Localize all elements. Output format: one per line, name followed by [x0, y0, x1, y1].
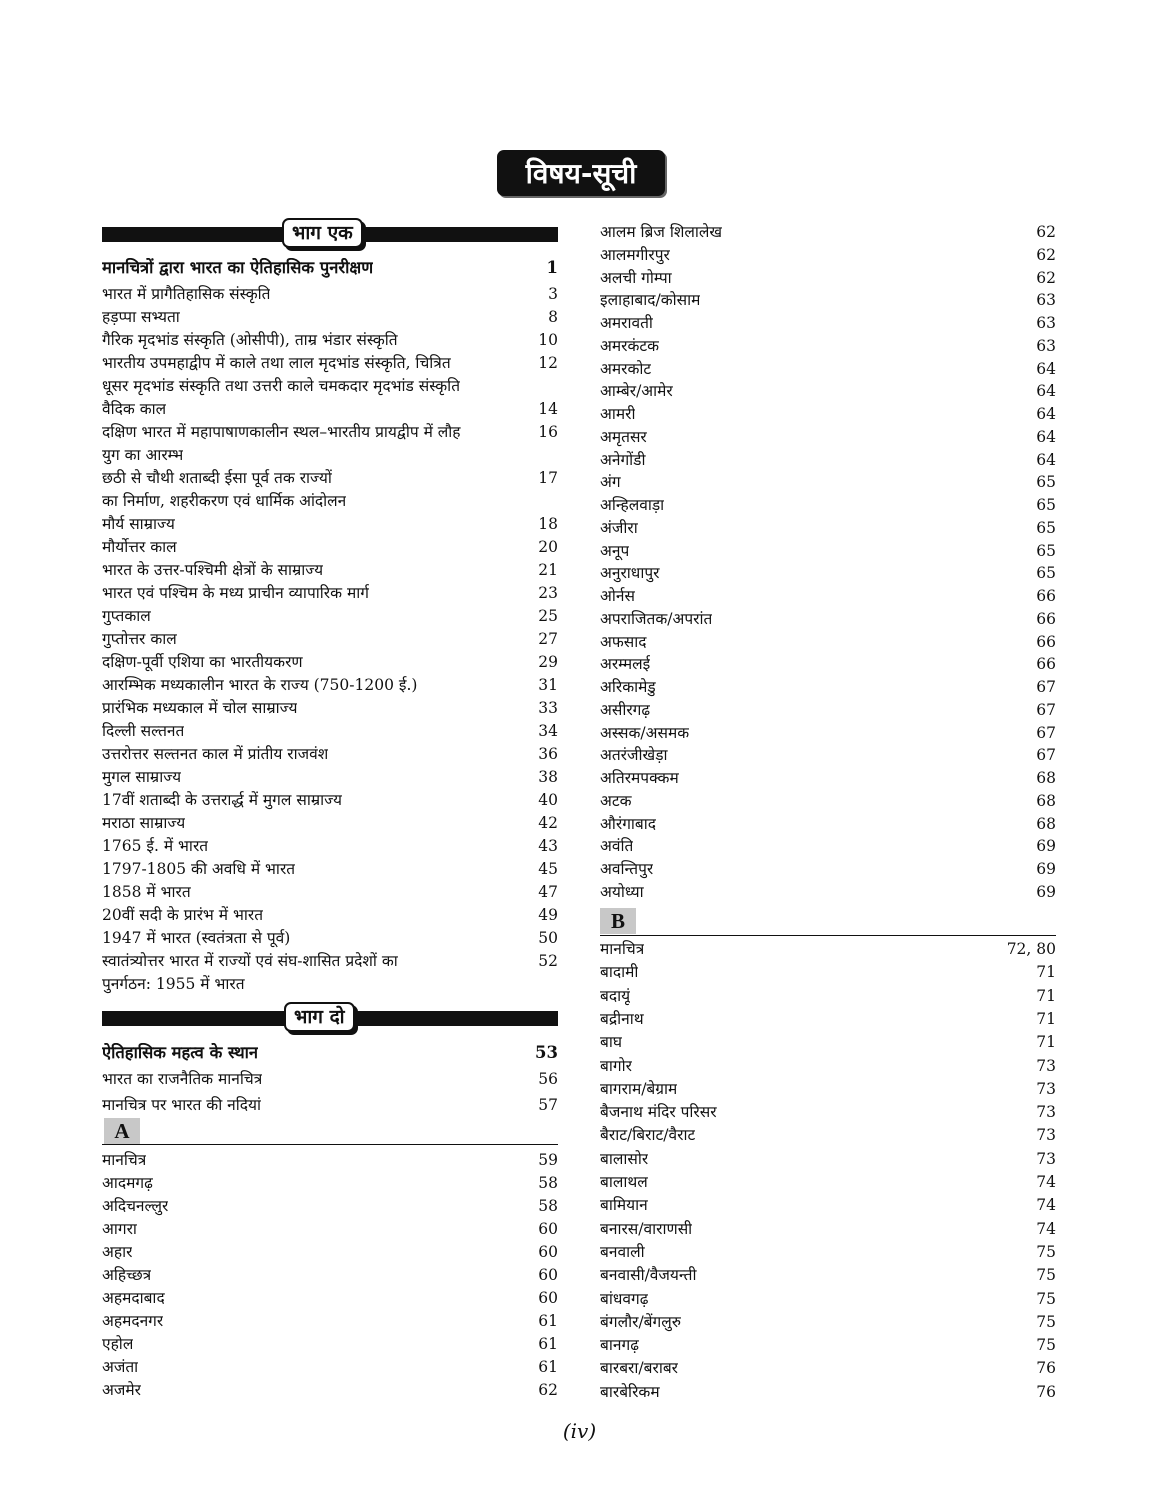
entry-title: बैराट/बिराट/वैराट [600, 1126, 696, 1145]
toc-entry [600, 882, 1056, 902]
entry-title: अवन्तिपुर [600, 860, 654, 878]
toc-entry [600, 541, 1056, 561]
entry-title: गुप्तोत्तर काल [102, 630, 177, 648]
section-b-letter: B [600, 908, 636, 934]
toc-entry [102, 1265, 558, 1285]
entry-page: 57 [538, 1096, 558, 1114]
entry-title: बाघ [600, 1033, 623, 1052]
entry-title: आदमगढ़ [102, 1174, 153, 1192]
toc-entry [102, 284, 558, 304]
entry-page: 38 [538, 768, 558, 786]
toc-entry [600, 563, 1056, 583]
toc-entry [600, 336, 1056, 356]
toc-entry [600, 1032, 1056, 1052]
entry-page: 62 [1036, 223, 1056, 241]
section-a-letter: A [104, 1118, 140, 1144]
entry-title: मानचित्रों द्वारा भारत का ऐतिहासिक पुनरीक्षण [102, 258, 374, 277]
entry-page: 69 [1036, 860, 1056, 878]
section-heading [102, 258, 558, 278]
entry-page: 65 [1036, 496, 1056, 514]
entry-title: आलमगीरपुर [600, 245, 670, 264]
toc-entry [102, 859, 558, 879]
toc-entry [102, 1095, 558, 1115]
entry-title: अलची गोम्पा [600, 268, 672, 287]
toc-entry [600, 427, 1056, 447]
toc-entry [600, 1242, 1056, 1262]
entry-page: 60 [538, 1266, 558, 1284]
entry-title: भारतीय उपमहाद्वीप में काले तथा लाल मृदभांड संस्कृति, चित्रित [102, 354, 451, 372]
entry-page: 76 [1036, 1382, 1056, 1401]
entry-title: 1797-1805 की अवधि में भारत [102, 860, 296, 878]
entry-page: 73 [1036, 1149, 1056, 1168]
entry-title: बांधवगढ़ [600, 1289, 649, 1308]
entry-page: 12 [538, 354, 558, 372]
entry-page: 50 [538, 929, 558, 947]
toc-entry [102, 1069, 558, 1089]
toc-entry [600, 791, 1056, 811]
entry-page: 31 [538, 676, 558, 694]
entry-page: 65 [1036, 473, 1056, 492]
entry-page: 65 [1036, 541, 1056, 560]
entry-title: अमृतसर [600, 427, 647, 446]
toc-entry [600, 1125, 1056, 1145]
entry-title: दिल्ली सल्तनत [102, 722, 185, 740]
entry-page: 64 [1036, 382, 1056, 401]
toc-entry [600, 836, 1056, 856]
entry-title: मानचित्र [102, 1151, 147, 1169]
entry-title: बामियान [600, 1196, 648, 1215]
toc-entry [600, 1149, 1056, 1169]
toc-entry [102, 744, 558, 764]
entry-title: बालाथल [600, 1173, 648, 1191]
entry-title: अंजीरा [600, 518, 638, 537]
entry-page: 67 [1036, 678, 1056, 696]
toc-entry [102, 468, 558, 488]
entry-page: 71 [1036, 1009, 1056, 1028]
entry-page: 53 [535, 1043, 558, 1062]
entry-title: आमरी [600, 405, 636, 423]
entry-page: 43 [538, 837, 558, 855]
entry-page: 10 [538, 331, 558, 349]
toc-entry [600, 1172, 1056, 1192]
entry-title: 1947 में भारत (स्वतंत्रता से पूर्व) [102, 929, 291, 947]
entry-page: 63 [1036, 314, 1056, 332]
toc-entry [600, 359, 1056, 379]
toc-entry [600, 1195, 1056, 1215]
entry-title: अहार [102, 1243, 133, 1261]
entry-title: पुनर्गठन: 1955 में भारत [102, 975, 245, 993]
entry-title: उत्तरोत्तर सल्तनत काल में प्रांतीय राजवंश [102, 745, 329, 763]
toc-entry [600, 1102, 1056, 1122]
toc-entry [102, 422, 558, 442]
entry-title: अतरंजीखेड़ा [600, 746, 668, 765]
entry-page: 23 [538, 584, 558, 602]
entry-title: ऐतिहासिक महत्व के स्थान [102, 1043, 259, 1062]
entry-title: अयोध्या [600, 882, 644, 901]
entry-title: भारत का राजनैतिक मानचित्र [102, 1070, 263, 1088]
toc-entry [600, 1335, 1056, 1355]
entry-title: गुप्तकाल [102, 607, 151, 625]
entry-page: 63 [1036, 336, 1056, 355]
entry-title: अजंता [102, 1358, 139, 1376]
toc-entry [102, 790, 558, 810]
entry-title: अहमदनगर [102, 1312, 164, 1330]
toc-entry [600, 222, 1056, 242]
toc-entry [102, 721, 558, 741]
entry-title: दक्षिण भारत में महापाषाणकालीन स्थल–भारतीय प्रायद्वीप में लौह [102, 423, 461, 441]
toc-entry [102, 767, 558, 787]
entry-title: गैरिक मृदभांड संस्कृति (ओसीपी), ताम्र भंडार संस्कृति [102, 331, 398, 349]
entry-page: 68 [1036, 814, 1056, 833]
entry-title: अहमदाबाद [102, 1289, 165, 1307]
entry-page: 58 [538, 1174, 558, 1192]
entry-page: 68 [1036, 769, 1056, 787]
entry-page: 64 [1036, 405, 1056, 423]
toc-entry [102, 1334, 558, 1354]
entry-page: 64 [1036, 450, 1056, 469]
entry-title: बद्रीनाथ [600, 1009, 644, 1028]
toc-entry [102, 560, 558, 580]
entry-title: अमरकंटक [600, 336, 660, 355]
entry-page: 34 [538, 722, 558, 740]
entry-title: प्रारंभिक मध्यकाल में चोल साम्राज्य [102, 699, 298, 717]
toc-entry [600, 654, 1056, 674]
entry-title: मराठा साम्राज्य [102, 814, 186, 832]
entry-page: 56 [538, 1070, 558, 1088]
entry-page: 66 [1036, 655, 1056, 674]
entry-title: बालासोर [600, 1149, 649, 1168]
entry-title: हड़प्पा सभ्यता [102, 308, 180, 326]
entry-title: बंगलौर/बेंगलुरु [600, 1312, 682, 1331]
toc-entry [600, 632, 1056, 652]
entry-title: बनवाली [600, 1242, 645, 1261]
toc-entry [102, 1173, 558, 1193]
toc-entry [102, 376, 558, 396]
entry-title: वैदिक काल [102, 400, 167, 418]
entry-title: अनुराधापुर [600, 564, 660, 583]
toc-entry [102, 652, 558, 672]
entry-title: 1765 ई. में भारत [102, 837, 209, 855]
toc-entry [102, 882, 558, 902]
toc-entry [600, 1382, 1056, 1402]
page-title: विषय-सूची [497, 150, 665, 196]
entry-page: 36 [538, 745, 558, 763]
entry-page: 71 [1036, 1033, 1056, 1052]
entry-title: भारत में प्रागैतिहासिक संस्कृति [102, 285, 271, 303]
entry-page: 71 [1036, 963, 1056, 982]
toc-entry [600, 677, 1056, 697]
entry-title: अफसाद [600, 632, 647, 651]
entry-page: 61 [538, 1358, 558, 1376]
entry-page: 45 [538, 860, 558, 878]
entry-title: आगरा [102, 1220, 137, 1238]
toc-entry [600, 723, 1056, 743]
toc-entry [600, 1056, 1056, 1076]
part1-label: भाग एक [282, 218, 363, 248]
entry-page: 60 [538, 1243, 558, 1261]
entry-title: बनवासी/वैजयन्ती [600, 1266, 697, 1285]
entry-page: 1 [546, 258, 558, 277]
toc-entry [102, 951, 558, 971]
entry-page: 60 [538, 1289, 558, 1307]
entry-page: 18 [538, 515, 558, 533]
entry-page: 75 [1036, 1336, 1056, 1355]
entry-page: 52 [538, 952, 558, 970]
entry-page: 16 [538, 423, 558, 441]
toc-entry [102, 399, 558, 419]
toc-entry [600, 814, 1056, 834]
entry-page: 73 [1036, 1079, 1056, 1098]
entry-title: 1858 में भारत [102, 883, 191, 901]
entry-title: अतिरमपक्कम [600, 769, 679, 787]
entry-page: 67 [1036, 700, 1056, 719]
toc-entry [600, 859, 1056, 879]
entry-title: अमरकोट [600, 359, 652, 378]
toc-entry [600, 586, 1056, 606]
toc-entry [102, 1196, 558, 1216]
entry-title: आम्बेर/आमेर [600, 382, 673, 401]
entry-title: बारबरा/बराबर [600, 1359, 679, 1378]
toc-entry [600, 768, 1056, 788]
entry-page: 74 [1036, 1173, 1056, 1191]
section-a-rule [102, 1144, 558, 1145]
toc-entry [102, 1380, 558, 1400]
section-b-rule [600, 935, 1056, 936]
toc-entry [102, 583, 558, 603]
entry-title: युग का आरम्भ [102, 446, 184, 464]
entry-page: 3 [548, 285, 558, 303]
entry-title: अवंति [600, 837, 634, 856]
entry-page: 63 [1036, 291, 1056, 310]
toc-entry [600, 518, 1056, 538]
entry-title: अरम्मलई [600, 655, 651, 674]
entry-title: अनूप [600, 541, 630, 560]
entry-page: 74 [1036, 1196, 1056, 1215]
entry-title: अदिचनल्लुर [102, 1197, 169, 1215]
entry-title: अजमेर [102, 1381, 141, 1399]
page-number: (iv) [562, 1419, 597, 1443]
entry-page: 62 [1036, 245, 1056, 264]
entry-page: 62 [1036, 268, 1056, 287]
toc-entry [600, 986, 1056, 1006]
entry-title: धूसर मृदभांड संस्कृति तथा उत्तरी काले चमकदार मृदभांड संस्कृति [102, 377, 461, 395]
entry-page: 71 [1036, 986, 1056, 1005]
entry-title: का निर्माण, शहरीकरण एवं धार्मिक आंदोलन [102, 492, 347, 510]
entry-page: 33 [538, 699, 558, 717]
toc-entry [102, 1357, 558, 1377]
entry-title: मौर्य साम्राज्य [102, 515, 175, 533]
entry-page: 75 [1036, 1289, 1056, 1308]
entry-title: एहोल [102, 1335, 134, 1353]
toc-entry [102, 836, 558, 856]
toc-entry [102, 491, 558, 511]
entry-page: 64 [1036, 427, 1056, 446]
entry-title: बागोर [600, 1056, 632, 1075]
entry-page: 47 [538, 883, 558, 901]
entry-title: दक्षिण-पूर्वी एशिया का भारतीयकरण [102, 653, 303, 671]
entry-page: 61 [538, 1312, 558, 1330]
entry-page: 73 [1036, 1056, 1056, 1075]
entry-page: 61 [538, 1335, 558, 1353]
toc-entry [600, 472, 1056, 492]
entry-title: बादामी [600, 963, 639, 982]
toc-entry [600, 1265, 1056, 1285]
toc-entry [600, 450, 1056, 470]
toc-entry [600, 939, 1056, 959]
entry-page: 60 [538, 1220, 558, 1238]
entry-page: 62 [538, 1381, 558, 1399]
toc-entry [600, 290, 1056, 310]
entry-title: औरंगाबाद [600, 814, 657, 833]
toc-entry [102, 1311, 558, 1331]
entry-page: 49 [538, 906, 558, 924]
entry-page: 66 [1036, 609, 1056, 628]
entry-title: अन्हिलवाड़ा [600, 496, 665, 514]
toc-entry [102, 537, 558, 557]
entry-title: स्वातंत्र्योत्तर भारत में राज्यों एवं संघ-शासित प्रदेशों का [102, 952, 398, 970]
entry-title: छठी से चौथी शताब्दी ईसा पूर्व तक राज्यों [102, 469, 332, 487]
entry-title: मानचित्र [600, 940, 645, 958]
entry-page: 73 [1036, 1126, 1056, 1145]
entry-page: 76 [1036, 1359, 1056, 1378]
entry-title: बदायूं [600, 986, 631, 1005]
toc-entry [102, 514, 558, 534]
toc-entry [102, 1150, 558, 1170]
entry-page: 75 [1036, 1312, 1056, 1331]
entry-title: अस्सक/असमक [600, 723, 690, 742]
entry-page: 69 [1036, 882, 1056, 901]
entry-page: 64 [1036, 359, 1056, 378]
entry-page: 65 [1036, 518, 1056, 537]
toc-entry [102, 928, 558, 948]
entry-page: 58 [538, 1197, 558, 1215]
toc-entry [102, 606, 558, 626]
entry-title: असीरगढ़ [600, 700, 651, 719]
toc-entry [600, 1009, 1056, 1029]
toc-entry [102, 698, 558, 718]
toc-entry [600, 1289, 1056, 1309]
toc-entry [102, 330, 558, 350]
toc-entry [600, 381, 1056, 401]
entry-page: 67 [1036, 746, 1056, 765]
entry-title: अमरावती [600, 314, 653, 332]
toc-entry [102, 1288, 558, 1308]
entry-title: अटक [600, 791, 632, 810]
toc-entry [600, 245, 1056, 265]
entry-title: ओर्नस [600, 587, 635, 605]
entry-page: 66 [1036, 587, 1056, 605]
entry-page: 40 [538, 791, 558, 809]
entry-page: 67 [1036, 723, 1056, 742]
part2-label: भाग दो [284, 1002, 355, 1032]
entry-page: 72, 80 [1006, 940, 1056, 958]
entry-title: बनारस/वाराणसी [600, 1219, 693, 1238]
toc-entry [102, 813, 558, 833]
entry-page: 75 [1036, 1242, 1056, 1261]
toc-entry [102, 353, 558, 373]
entry-title: 17वीं शताब्दी के उत्तरार्द्ध में मुगल साम्राज्य [102, 791, 342, 809]
toc-entry [102, 445, 558, 465]
entry-page: 65 [1036, 564, 1056, 583]
toc-entry [102, 1242, 558, 1262]
toc-entry [102, 974, 558, 994]
entry-page: 59 [538, 1151, 558, 1169]
entry-title: अरिकामेडु [600, 678, 656, 696]
entry-page: 8 [548, 308, 558, 326]
toc-entry [102, 675, 558, 695]
entry-page: 66 [1036, 632, 1056, 651]
toc-entry [600, 1219, 1056, 1239]
entry-page: 21 [538, 561, 558, 579]
entry-title: बानगढ़ [600, 1336, 639, 1355]
toc-entry [600, 1079, 1056, 1099]
toc-entry [600, 495, 1056, 515]
entry-title: अनेगोंडी [600, 450, 646, 469]
toc-entry [600, 700, 1056, 720]
entry-title: आरम्भिक मध्यकालीन भारत के राज्य (750-1200 ई.) [102, 676, 418, 694]
toc-entry [600, 609, 1056, 629]
entry-title: आलम ब्रिज शिलालेख [600, 223, 723, 241]
entry-page: 68 [1036, 791, 1056, 810]
entry-title: मौर्योत्तर काल [102, 538, 177, 556]
entry-page: 74 [1036, 1219, 1056, 1238]
entry-title: अहिच्छत्र [102, 1266, 152, 1284]
toc-entry [600, 268, 1056, 288]
toc-entry [600, 404, 1056, 424]
toc-entry [600, 313, 1056, 333]
entry-page: 14 [538, 400, 558, 418]
entry-page: 25 [538, 607, 558, 625]
toc-entry [600, 1312, 1056, 1332]
entry-page: 27 [538, 630, 558, 648]
entry-title: मुगल साम्राज्य [102, 768, 182, 786]
entry-title: बारबेरिकम [600, 1382, 660, 1401]
entry-title: अपराजितक/अपरांत [600, 609, 713, 628]
entry-page: 75 [1036, 1266, 1056, 1285]
toc-entry [102, 1219, 558, 1239]
toc-entry [600, 745, 1056, 765]
toc-entry [102, 905, 558, 925]
entry-title: भारत के उत्तर-पश्चिमी क्षेत्रों के साम्राज्य [102, 561, 324, 579]
entry-page: 69 [1036, 837, 1056, 856]
entry-page: 20 [538, 538, 558, 556]
toc-entry [600, 1358, 1056, 1378]
entry-title: इलाहाबाद/कोसाम [600, 291, 701, 310]
entry-title: बागराम/बेग्राम [600, 1079, 678, 1098]
toc-entry [102, 307, 558, 327]
entry-page: 29 [538, 653, 558, 671]
entry-title: मानचित्र पर भारत की नदियां [102, 1096, 262, 1114]
toc-entry [600, 962, 1056, 982]
entry-title: भारत एवं पश्चिम के मध्य प्राचीन व्यापारिक मार्ग [102, 584, 369, 602]
toc-entry [102, 629, 558, 649]
entry-title: अंग [600, 473, 621, 492]
entry-page: 73 [1036, 1103, 1056, 1122]
entry-title: 20वीं सदी के प्रारंभ में भारत [102, 906, 264, 924]
entry-page: 17 [538, 469, 558, 487]
entry-page: 42 [538, 814, 558, 832]
entry-title: बैजनाथ मंदिर परिसर [600, 1103, 717, 1122]
section-heading [102, 1043, 558, 1063]
